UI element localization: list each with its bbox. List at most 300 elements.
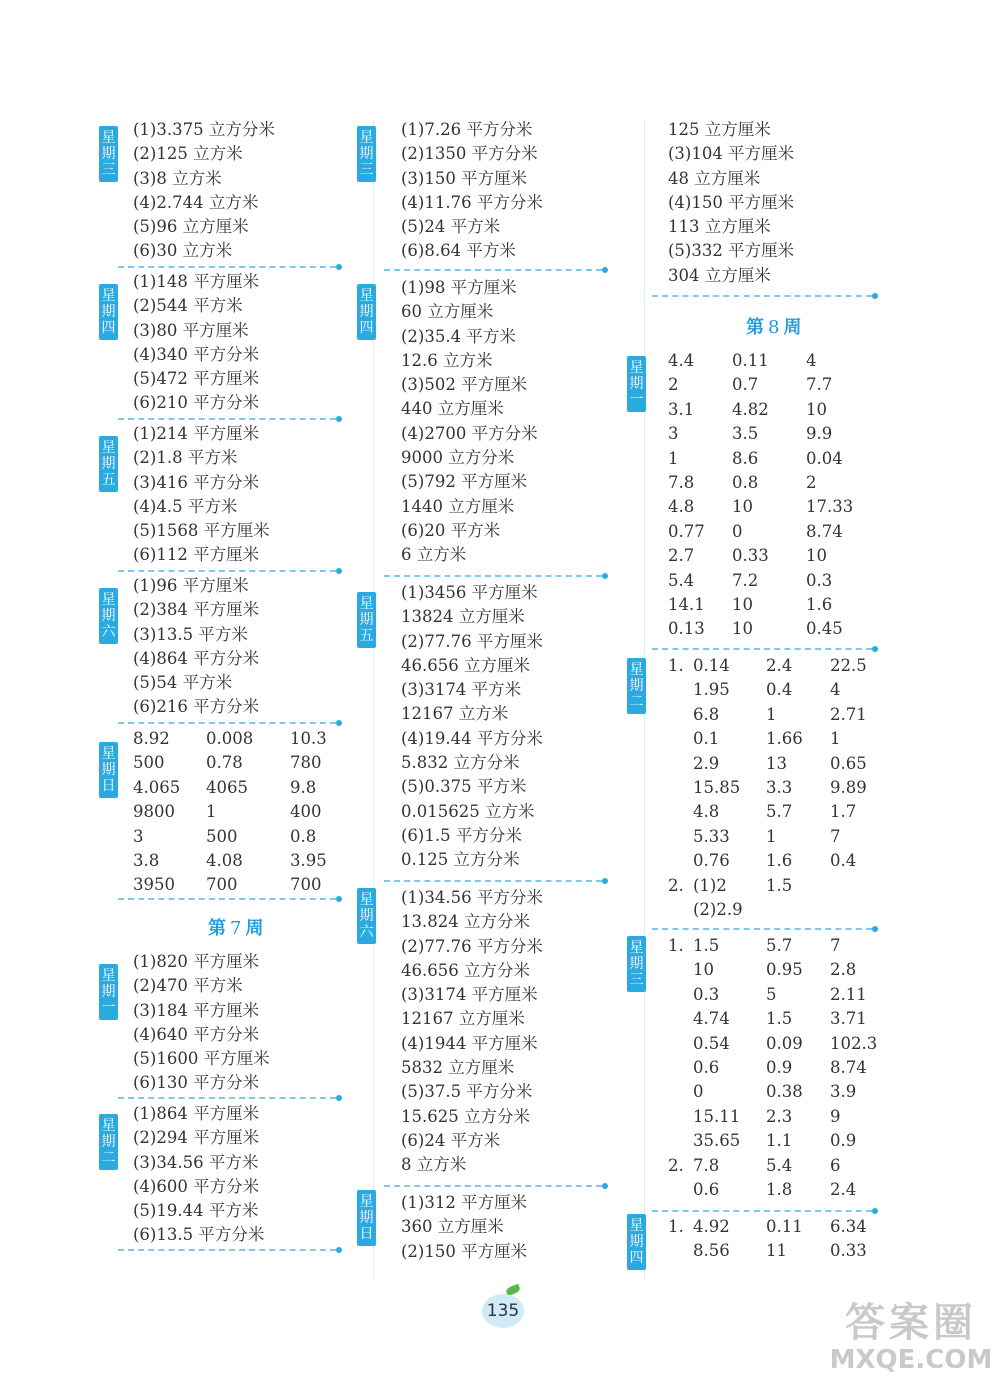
day-tag-char: 期 — [629, 376, 644, 392]
answer-cell: 8.6 — [732, 448, 759, 468]
answer-cell: 1. — [668, 1217, 684, 1236]
day-tag-char: 期 — [101, 762, 116, 778]
day-tag-char: 日 — [101, 778, 116, 794]
answer-line: (5)54 平方米 — [133, 673, 233, 693]
dashed-separator — [384, 269, 602, 271]
day-tag-friday — [99, 436, 118, 492]
answer-cell: 4.08 — [206, 850, 243, 870]
answer-cell: 0.1 — [693, 729, 720, 749]
answer-row — [668, 349, 866, 373]
day-tag-friday — [357, 592, 376, 648]
answer-row — [133, 727, 340, 751]
answer-line: 440 立方厘米 — [401, 399, 504, 419]
week-heading — [746, 313, 801, 339]
answer-cell: 3.8 — [133, 850, 160, 870]
day-tag-char: 星 — [101, 1118, 116, 1134]
answer-list — [133, 270, 259, 416]
dashed-separator — [652, 928, 872, 930]
answer-row — [668, 373, 866, 397]
answer-cell — [668, 1178, 693, 1202]
answer-cell: 7 — [830, 936, 841, 955]
answer-cell: 14.1 — [668, 594, 705, 614]
answer-row — [668, 1239, 880, 1263]
answer-line: (1)3.375 立方分米 — [133, 120, 275, 139]
week-number: 8 — [768, 317, 780, 338]
answer-cell — [668, 1129, 693, 1153]
answer-cell: 3 — [668, 424, 679, 444]
day-tag-char: 星 — [101, 440, 116, 456]
answer-cell — [668, 1032, 693, 1056]
day-tag-char: 二 — [101, 1150, 116, 1166]
day-tag-char: 期 — [101, 146, 116, 162]
answer-cell: 7 — [830, 826, 841, 846]
answer-cell: 780 — [290, 753, 322, 773]
answer-list — [401, 581, 543, 873]
day-tag-char: 六 — [101, 624, 116, 640]
answer-cell: 9.8 — [290, 777, 317, 797]
answer-cell: 0.54 — [693, 1033, 730, 1053]
watermark-logo-text: 答案圈 — [845, 1300, 977, 1346]
day-tag-char: 期 — [101, 304, 116, 320]
day-tag-char: 期 — [359, 304, 374, 320]
day-tag-char: 期 — [359, 146, 374, 162]
answer-row — [668, 471, 866, 495]
answer-line: 8 立方米 — [401, 1155, 467, 1175]
answer-line: (5)96 立方厘米 — [133, 217, 249, 237]
answer-cell: 1 — [766, 704, 777, 724]
answer-line: (2)35.4 平方米 — [401, 326, 516, 346]
day-tag-char: 期 — [359, 1210, 374, 1226]
day-tag-char: 期 — [101, 608, 116, 624]
answer-row — [668, 1178, 880, 1202]
answer-cell: 1.7 — [830, 802, 857, 822]
answer-cell: 3.9 — [830, 1082, 857, 1102]
day-tag-tuesday — [627, 658, 646, 714]
answer-line: (3)13.5 平方米 — [133, 624, 248, 644]
answer-cell: 0.78 — [206, 753, 243, 773]
answer-line: (3)80 平方厘米 — [133, 320, 249, 340]
answer-list — [133, 118, 275, 264]
answer-line: (2)294 平方厘米 — [133, 1128, 260, 1148]
answer-cell: 7.8 — [668, 472, 695, 492]
answer-list — [401, 276, 538, 568]
answer-cell: 5.4 — [766, 1155, 793, 1175]
answer-line: (2)384 平方厘米 — [133, 600, 260, 620]
answer-cell: 0 — [693, 1082, 704, 1102]
day-tag-thursday — [627, 1214, 646, 1270]
answer-cell: 4.74 — [693, 1009, 730, 1029]
day-tag-char: 一 — [101, 1000, 116, 1016]
answer-cell: 7.7 — [806, 375, 833, 395]
answer-cell: 8.92 — [133, 729, 170, 748]
answer-line: 5.832 立方分米 — [401, 753, 520, 773]
answer-cell: 0.6 — [693, 1057, 720, 1077]
answer-row — [133, 873, 340, 897]
answer-line: 0.125 立方分米 — [401, 850, 520, 870]
dashed-separator — [652, 648, 872, 650]
dashed-separator — [652, 295, 872, 297]
dashed-separator — [118, 570, 336, 572]
answer-cell: 3.3 — [766, 777, 793, 797]
answer-line: (2)77.76 平方分米 — [401, 936, 543, 956]
answer-cell: 0 — [732, 521, 743, 541]
answer-cell: 0.33 — [830, 1241, 867, 1261]
dashed-separator — [118, 898, 336, 900]
answer-cell: 0.8 — [290, 826, 317, 846]
answer-cell — [668, 703, 693, 727]
answer-cell: 0.008 — [206, 729, 254, 748]
answer-row — [668, 422, 866, 446]
answer-line: (1)312 平方厘米 — [401, 1193, 528, 1212]
watermark — [826, 1300, 996, 1374]
answer-cell: 4.92 — [693, 1217, 730, 1236]
answer-line: (3)34.56 平方米 — [133, 1152, 259, 1172]
answer-grid — [133, 727, 340, 898]
answer-line: (2)1.8 平方米 — [133, 448, 238, 468]
day-tag-char: 星 — [101, 592, 116, 608]
answer-cell: 10 — [693, 960, 714, 980]
answer-cell: 6.34 — [830, 1217, 867, 1236]
answer-cell: 2. — [668, 1155, 684, 1175]
answer-line: (4)600 平方分米 — [133, 1176, 260, 1196]
day-tag-char: 星 — [359, 892, 374, 908]
answer-cell: 2.11 — [830, 984, 867, 1004]
answer-line: 12167 立方厘米 — [401, 1009, 525, 1029]
dashed-separator — [118, 418, 336, 420]
answer-row — [668, 569, 866, 593]
answer-cell: 7.2 — [732, 570, 759, 590]
answer-cell: 0.11 — [732, 351, 769, 370]
answer-cell: 0.3 — [806, 570, 833, 590]
answer-line: (6)20 平方米 — [401, 520, 501, 540]
answer-line: (4)340 平方分米 — [133, 344, 260, 364]
week-heading-prefix: 第 — [746, 317, 764, 338]
answer-cell: 0.95 — [766, 960, 803, 980]
answer-cell: 10 — [732, 594, 753, 614]
answer-cell: 0.04 — [806, 448, 843, 468]
answer-line: (4)2.744 立方米 — [133, 192, 259, 212]
answer-cell: 5.33 — [693, 826, 730, 846]
day-tag-char: 星 — [629, 1218, 644, 1234]
answer-line: (3)184 平方厘米 — [133, 1000, 260, 1020]
answer-cell: 8.56 — [693, 1241, 730, 1261]
answer-cell: 0.45 — [806, 619, 843, 639]
day-tag-char: 四 — [359, 320, 374, 336]
day-tag-char: 日 — [359, 1226, 374, 1242]
answer-line: 46.656 立方厘米 — [401, 655, 530, 675]
answer-cell: 2.4 — [766, 656, 793, 675]
week-heading-suffix: 周 — [245, 918, 264, 939]
answer-line: (4)150 平方厘米 — [668, 192, 795, 212]
day-tag-sunday — [357, 1190, 376, 1246]
page-number: 135 — [482, 1294, 524, 1328]
answer-row — [668, 520, 866, 544]
answer-list — [668, 118, 794, 288]
answer-cell: 10.3 — [290, 729, 327, 748]
answer-row — [668, 1215, 880, 1239]
answer-line: (6)210 平方分米 — [133, 393, 260, 413]
day-tag-char: 一 — [629, 392, 644, 408]
answer-cell: 3.71 — [830, 1009, 867, 1029]
answer-cell: 500 — [206, 826, 238, 846]
answer-row — [668, 752, 880, 776]
answer-cell — [668, 727, 693, 751]
dashed-separator — [652, 1210, 872, 1212]
answer-row — [668, 800, 880, 824]
answer-list — [133, 422, 270, 568]
day-tag-thursday — [99, 284, 118, 340]
dashed-separator — [384, 880, 602, 882]
answer-line: 360 立方厘米 — [401, 1217, 504, 1237]
answer-row — [133, 825, 340, 849]
answer-line: (1)34.56 平方分米 — [401, 888, 543, 907]
day-tag-char: 星 — [359, 1194, 374, 1210]
day-tag-wednesday — [99, 126, 118, 182]
answer-line: 15.625 立方分米 — [401, 1106, 530, 1126]
answer-cell: 500 — [133, 753, 165, 773]
answer-list — [133, 950, 270, 1096]
answer-row — [668, 447, 866, 471]
answer-line: (1)7.26 平方分米 — [401, 120, 533, 139]
day-tag-char: 三 — [101, 162, 116, 178]
dashed-separator — [118, 1249, 336, 1251]
answer-line: (2)544 平方米 — [133, 296, 243, 316]
answer-cell: 1.66 — [766, 729, 803, 749]
answer-row — [668, 1154, 880, 1178]
answer-cell: 1 — [668, 448, 679, 468]
week-heading — [208, 914, 263, 940]
answer-row — [668, 776, 880, 800]
answer-cell — [830, 874, 880, 898]
answer-row — [668, 1080, 880, 1104]
day-tag-char: 六 — [359, 924, 374, 940]
answer-cell: 3 — [133, 826, 144, 846]
answer-grid — [668, 934, 880, 1202]
answer-cell: 2 — [668, 375, 679, 395]
answer-row — [133, 776, 340, 800]
answer-cell: 0.8 — [732, 472, 759, 492]
day-tag-char: 星 — [359, 130, 374, 146]
answer-cell: 0.3 — [693, 984, 720, 1004]
watermark-url: MXQE.COM — [829, 1345, 993, 1375]
answer-line: (4)4.5 平方米 — [133, 496, 238, 516]
answer-cell: 2.8 — [830, 960, 857, 980]
answer-cell: 2.7 — [668, 546, 695, 566]
answer-cell: 0.09 — [766, 1033, 803, 1053]
answer-cell: 9.9 — [806, 424, 833, 444]
day-tag-saturday — [99, 588, 118, 644]
week-number: 7 — [230, 918, 242, 939]
answer-cell: (1)2 — [693, 875, 727, 895]
day-tag-char: 五 — [101, 472, 116, 488]
answer-row — [668, 678, 880, 702]
answer-line: 304 立方厘米 — [668, 265, 771, 285]
answer-cell: 10 — [806, 399, 827, 419]
answer-row — [668, 617, 866, 641]
answer-cell: 6 — [830, 1155, 841, 1175]
answer-row — [668, 1056, 880, 1080]
answer-cell: 4 — [806, 351, 817, 370]
answer-cell: 1.8 — [766, 1179, 793, 1199]
day-tag-char: 星 — [629, 662, 644, 678]
answer-cell: 7.8 — [693, 1155, 720, 1175]
answer-cell: 8.74 — [830, 1057, 867, 1077]
answer-line: (1)214 平方厘米 — [133, 424, 260, 443]
answer-grid — [668, 349, 866, 642]
dashed-separator — [118, 722, 336, 724]
answer-row — [668, 727, 880, 751]
answer-cell: 10 — [732, 497, 753, 517]
answer-line: (2)77.76 平方厘米 — [401, 631, 543, 651]
answer-cell: 2.3 — [766, 1106, 793, 1126]
day-tag-char: 星 — [101, 288, 116, 304]
answer-line: (1)148 平方厘米 — [133, 272, 260, 291]
answer-cell — [668, 825, 693, 849]
day-tag-sunday — [99, 742, 118, 798]
answer-line: 1440 立方厘米 — [401, 496, 515, 516]
day-tag-char: 期 — [629, 956, 644, 972]
answer-cell: 10 — [806, 546, 827, 566]
answer-line: (6)8.64 平方米 — [401, 241, 516, 261]
answer-cell: 4.4 — [668, 351, 695, 370]
answer-cell: 5 — [766, 984, 777, 1004]
answer-cell: 5.7 — [766, 802, 793, 822]
answer-cell: 9800 — [133, 802, 175, 822]
answer-cell: 1. — [668, 936, 684, 955]
answer-cell — [668, 1056, 693, 1080]
answer-line: (2)125 立方米 — [133, 144, 243, 164]
answer-line: (6)216 平方分米 — [133, 697, 260, 717]
answer-line: (4)864 平方分米 — [133, 648, 260, 668]
day-tag-char: 期 — [359, 908, 374, 924]
answer-line: (2)1350 平方分米 — [401, 144, 538, 164]
answer-cell: 3.95 — [290, 850, 327, 870]
answer-cell — [668, 849, 693, 873]
answer-line: (3)3174 平方米 — [401, 680, 522, 700]
dashed-separator — [118, 266, 336, 268]
answer-cell: 1 — [766, 826, 777, 846]
day-tag-wednesday — [357, 126, 376, 182]
answer-line: (1)3456 平方厘米 — [401, 583, 538, 602]
answer-line: (5)19.44 平方米 — [133, 1201, 259, 1221]
answer-cell: 11 — [766, 1241, 787, 1261]
answer-cell: 3.1 — [668, 399, 695, 419]
answer-cell — [668, 800, 693, 824]
day-tag-char: 二 — [629, 694, 644, 710]
answer-line: (1)820 平方厘米 — [133, 952, 260, 971]
answer-line: (6)13.5 平方分米 — [133, 1225, 265, 1245]
answer-cell: 2 — [806, 472, 817, 492]
answer-cell: 15.85 — [693, 777, 741, 797]
answer-line: (5)1568 平方厘米 — [133, 521, 270, 541]
day-tag-char: 期 — [629, 678, 644, 694]
answer-cell: 1.6 — [766, 851, 793, 871]
answer-cell: 1.5 — [693, 936, 720, 955]
answer-cell: 4.8 — [693, 802, 720, 822]
answer-cell: 4.8 — [668, 497, 695, 517]
answer-row — [133, 849, 340, 873]
answer-cell: 0.38 — [766, 1082, 803, 1102]
answer-cell — [668, 1105, 693, 1129]
answer-cell — [668, 898, 693, 922]
answer-cell: 1.6 — [806, 594, 833, 614]
answer-row — [668, 958, 880, 982]
answer-row — [133, 751, 340, 775]
answer-line: (6)130 平方分米 — [133, 1073, 260, 1093]
answer-line: (5)332 平方厘米 — [668, 241, 795, 261]
week-heading-suffix: 周 — [783, 317, 802, 338]
answer-line: (6)24 平方米 — [401, 1130, 501, 1150]
answer-line: 48 立方厘米 — [668, 168, 761, 188]
answer-cell: (2)2.9 — [693, 899, 743, 919]
answer-row — [668, 1129, 880, 1153]
answer-row — [668, 983, 880, 1007]
answer-list — [401, 886, 543, 1178]
answer-row — [668, 898, 880, 922]
answer-row — [668, 1105, 880, 1129]
day-tag-monday — [99, 964, 118, 1020]
answer-line: (4)2700 平方分米 — [401, 423, 538, 443]
answer-line: 113 立方厘米 — [668, 217, 771, 237]
day-tag-char: 四 — [101, 320, 116, 336]
answer-cell: 2.71 — [830, 704, 867, 724]
answer-cell: 22.5 — [830, 656, 867, 675]
answer-row — [668, 703, 880, 727]
answer-cell: 700 — [290, 875, 322, 895]
dashed-separator — [384, 575, 602, 577]
day-tag-char: 期 — [101, 984, 116, 1000]
answer-cell — [668, 983, 693, 1007]
answer-line: (5)0.375 平方米 — [401, 777, 527, 797]
answer-cell: 3950 — [133, 875, 175, 895]
day-tag-wednesday — [627, 936, 646, 992]
answer-row — [668, 825, 880, 849]
answer-line: (3)502 平方厘米 — [401, 375, 528, 395]
answer-cell: 0.76 — [693, 851, 730, 871]
answer-cell: 0.13 — [668, 619, 705, 639]
answer-cell — [766, 898, 830, 922]
answer-line: (2)150 平方厘米 — [401, 1241, 528, 1261]
answer-cell — [830, 898, 880, 922]
answer-cell: 2.9 — [693, 753, 720, 773]
answer-cell: 1.95 — [693, 680, 730, 700]
answer-line: 5832 立方厘米 — [401, 1058, 515, 1078]
answer-line: 12.6 立方米 — [401, 350, 493, 370]
answer-line: 0.015625 立方米 — [401, 801, 535, 821]
answer-cell: 4.82 — [732, 399, 769, 419]
day-tag-char: 期 — [101, 1134, 116, 1150]
answer-line: 46.656 立方分米 — [401, 960, 530, 980]
day-tag-char: 期 — [629, 1234, 644, 1250]
answer-cell: 17.33 — [806, 497, 854, 517]
answer-cell: 0.77 — [668, 521, 705, 541]
answer-row — [668, 849, 880, 873]
day-tag-char: 期 — [101, 456, 116, 472]
day-tag-char: 星 — [101, 968, 116, 984]
answer-line: (4)19.44 平方分米 — [401, 728, 543, 748]
answer-row — [668, 593, 866, 617]
answer-cell: 102.3 — [830, 1033, 878, 1053]
answer-line: (4)11.76 平方分米 — [401, 192, 543, 212]
answer-cell: 0.11 — [766, 1217, 803, 1236]
day-tag-char: 期 — [359, 612, 374, 628]
answer-cell: 3.5 — [732, 424, 759, 444]
answer-row — [668, 495, 866, 519]
answer-cell: 4 — [830, 680, 841, 700]
day-tag-monday — [627, 356, 646, 412]
answer-list — [133, 1102, 264, 1248]
answer-row — [668, 1032, 880, 1056]
